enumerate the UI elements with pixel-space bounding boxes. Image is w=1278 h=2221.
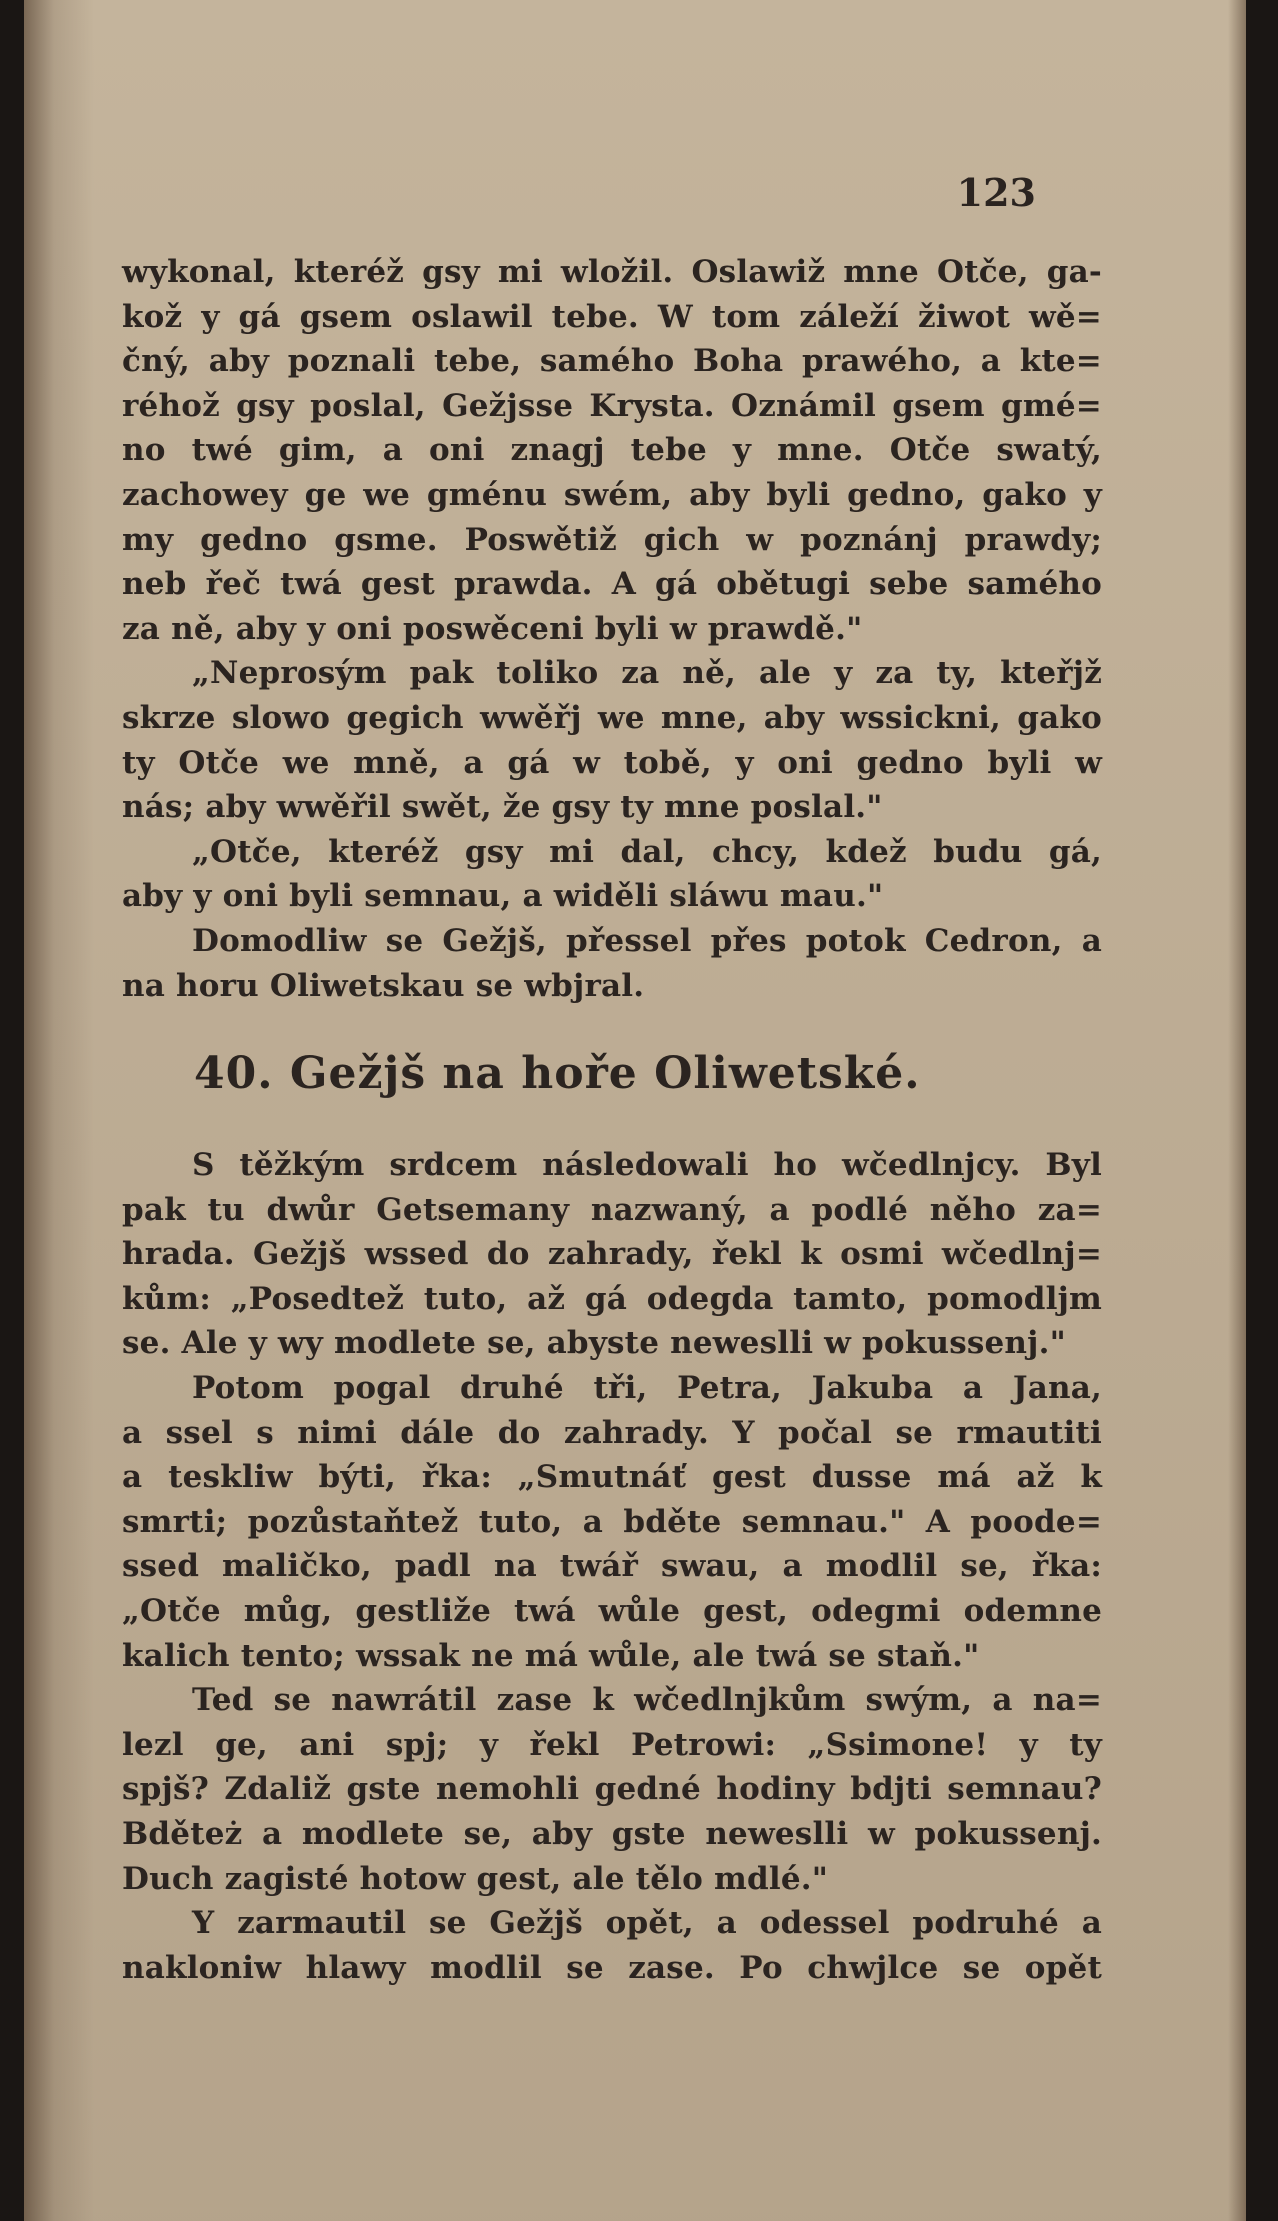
paragraph	[122, 1901, 1102, 1990]
text-line: my gedno gsme. Poswětiž gich w poznánj prawdy;	[122, 521, 1102, 558]
text-line: nakloniw hlawy modlil se zase. Po chwjlce se opět	[122, 1949, 1102, 1986]
text-line: no twé gim, a oni znagj tebe y mne. Otče swatý,	[122, 432, 1102, 469]
text-line: hrada. Gežjš wssed do zahrady, řekl k osmi wčedlnj=	[122, 1236, 1102, 1273]
text-line: Bděteż a modlete se, aby gste neweslli w pokussenj.	[122, 1816, 1102, 1852]
page-number: 123	[956, 170, 1036, 215]
section-gethsemane	[122, 1143, 1102, 1990]
chapter-heading: 40. Gežjš na hoře Oliwetské.	[194, 1048, 921, 1100]
page-body-text	[122, 158, 1102, 1990]
text-line: lezl ge, ani spj; y řekl Petrowi: „Ssimone! y ty	[122, 1726, 1102, 1763]
text-line: kož y gá gsem oslawil tebe. W tom záleží žiwot wě=	[122, 298, 1102, 335]
text-line: ty Otče we mně, a gá w tobě, y oni gedno byli w	[122, 744, 1102, 781]
paragraph	[122, 1143, 1102, 1366]
paragraph	[122, 1678, 1102, 1901]
paragraph	[122, 651, 1102, 829]
page-edge-shadow	[1228, 0, 1246, 2221]
paragraph	[122, 919, 1102, 1008]
text-line: Duch zagisté hotow gest, ale tělo mdlé."	[122, 1860, 829, 1897]
text-line: zachowey ge we gménu swém, aby byli gedno, gako y	[122, 476, 1102, 513]
text-line: za ně, aby y oni poswěceni byli w prawdě."	[122, 610, 863, 647]
text-line: skrze slowo gegich wwěřj we mne, aby wssickni, gako	[122, 699, 1102, 736]
paragraph	[122, 250, 1102, 651]
text-line: čný, aby poznali tebe, samého Boha prawého, a kte=	[122, 343, 1102, 380]
text-line: nás; aby wwěřil swět, že gsy ty mne poslal."	[122, 789, 883, 826]
text-line: „Otče můg, gestližе twá wůle gest, odegmi odemne	[122, 1593, 1102, 1630]
text-line: a ssel s nimi dále do zahrady. Y počal se rmautiti	[122, 1414, 1102, 1451]
text-line: neb řeč twá gest prawda. A gá obětugi sebe samého	[122, 566, 1102, 603]
text-line: „Neprosým pak toliko za ně, ale y za ty, kteřjž	[192, 655, 1102, 692]
page-sheet	[24, 0, 1246, 2221]
section-prayer-continuation	[122, 250, 1102, 1008]
paragraph	[122, 1366, 1102, 1678]
text-line: kalich tento; wssak ne má wůle, ale twá se staň."	[122, 1637, 980, 1674]
text-line: pak tu dwůr Getsemany nazwaný, a podlé něho za=	[122, 1191, 1102, 1228]
text-line: réhož gsy poslal, Gežjsse Krysta. Oznámil gsem gmé=	[122, 387, 1102, 424]
text-line: Potom pogal druhé tři, Petra, Jakuba a Jana,	[192, 1370, 1102, 1407]
text-line: „Otče, kteréž gsy mi dal, chcy, kdež budu gá,	[192, 833, 1102, 870]
text-line: smrti; pozůstaňtež tuto, a bděte semnau." A poode=	[122, 1503, 1102, 1540]
text-line: ssed maličko, padl na twář swau, a modlil se, řka:	[122, 1548, 1102, 1585]
text-line: Ted se nawrátil zase k wčedlnjkům swým, a na=	[192, 1682, 1102, 1719]
paragraph	[122, 830, 1102, 919]
text-line: se. Ale y wy modlete se, abyste neweslli w pokussenj."	[122, 1325, 1066, 1362]
text-line: aby y oni byli semnau, a widěli sláwu mau."	[122, 878, 884, 915]
text-line: wykonal, kteréž gsy mi wložil. Oslawiž mne Otče, ga-	[122, 254, 1102, 290]
text-line: Domodliw se Gežjš, přessel přes potok Cedron, a	[192, 922, 1102, 959]
text-line: kům: „Posedtež tuto, až gá odegda tamto, pomodljm	[122, 1280, 1102, 1317]
text-line: S těžkým srdcem následowali ho wčedlnjcy. Byl	[192, 1147, 1102, 1184]
text-line: a teskliw býti, řka: „Smutnáť gest dusse má až k	[122, 1459, 1102, 1496]
text-line: na horu Oliwetskau se wbjral.	[122, 967, 645, 1004]
text-line: Y zarmautil se Gežjš opět, a odessel podruhé a	[192, 1905, 1102, 1942]
text-line: spjš? Zdaliž gste nemohli gedné hodiny bdjti semnau?	[122, 1771, 1102, 1808]
